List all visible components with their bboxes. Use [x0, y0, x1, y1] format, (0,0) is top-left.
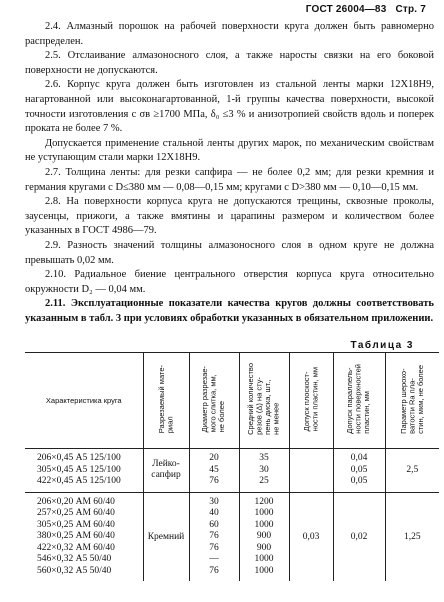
- paragraph-2-6: 2.6. Корпус круга должен быть изготовлен из стальной ленты марки 12Х18Н9, нагартованной или высоконагартованной, 1-й группы качества поверхности, высокой точности изготовления с σв ≥1700 МПа, δ₀ ≤3 % и анизотропией свойств вдоль и поперек проката не более 7 %.: [25, 79, 434, 135]
- paragraph-2-6-note: Допускается применение стальной ленты других марок, по механическим свойствам не уступающим стали марки 12Х18Н9.: [25, 137, 434, 164]
- parallelism-cell: 0,02: [333, 492, 385, 581]
- material-cell: Лейко- сапфир: [143, 449, 189, 493]
- paragraph-2-4: 2.4. Алмазный порошок на рабочей поверхности круга должен быть равномерно распределен.: [25, 21, 434, 47]
- spec-table: [25, 352, 439, 581]
- spec-list: 206×0,45 А5 125/100 305×0,45 А5 125/100 422×0,45 А5 125/100: [37, 453, 121, 486]
- cuts-cell: 1200 1000 1000 900 900 1000 1000: [239, 492, 289, 581]
- page-number: Стр. 7: [395, 4, 426, 15]
- page-header: [300, 4, 426, 15]
- table-row-silicon: [25, 492, 439, 581]
- roughness-cell: 1,25: [385, 492, 439, 581]
- col-header-diameter: Диаметр разрезае- мого слитка, мм, не более: [189, 353, 239, 449]
- col-header-roughness: Параметр шерохо- ватости Ra пла- стин, мкм, не более: [385, 353, 439, 449]
- col-header-material: Разрезаемый мате- риал: [143, 353, 189, 449]
- spec-cell: [25, 449, 143, 493]
- material-cell: Кремний: [143, 492, 189, 581]
- spec-cell: 206×0,20 АМ 60/40 257×0,25 АМ 60/40 305×0,25 АМ 60/40 380×0,25 АМ 60/40 422×0,32 АМ 60/40 546×0,32 А5 50/40 560×0,32 А5 50/40: [37, 496, 115, 576]
- table-label: Таблица 3: [350, 340, 414, 351]
- paragraph-2-11: 2.11. Эксплуатационные показатели качества кругов должны соответствовать указанным в табл. 3 при условиях обработки указанных в обязательном приложении.: [25, 298, 434, 324]
- flatness-cell: 0,03: [289, 492, 333, 581]
- paragraph-2-9: 2.9. Разность значений толщины алмазоносного слоя в одном круге не должна превышать 0,02 мм.: [25, 239, 434, 266]
- diameter-cell: 20 45 76: [189, 449, 239, 493]
- col-header-flatness: Допуск плоскост- ности пластин, мм: [289, 353, 333, 449]
- body-text: [25, 20, 434, 326]
- standard-number: ГОСТ 26004—83: [305, 4, 387, 15]
- table-row-sapphire: [25, 449, 439, 493]
- col-header-cuts: Средний количество резов (Δ) на сту- пень диска, шт., не менее: [239, 353, 289, 449]
- parallelism-cell: 0,04 0,05 0,05: [333, 449, 385, 493]
- col-header-parallelism: Допуск параллель- ности поверхностей пластин, мм: [333, 353, 385, 449]
- roughness-cell: 2,5: [385, 449, 439, 493]
- paragraph-2-8: 2.8. На поверхности корпуса круга не допускаются трещины, сквозные проколы, заусенцы, прижоги, а также вмятины и царапины размером и количеством более указанных в ГОСТ 4986—79.: [25, 196, 434, 237]
- flatness-cell: [289, 449, 333, 493]
- diameter-cell: 30 40 60 76 76 — 76: [189, 492, 239, 581]
- cuts-cell: 35 30 25: [239, 449, 289, 493]
- col-header-spec: Характеристика круга: [25, 353, 143, 449]
- table-header-row: [25, 353, 439, 449]
- paragraph-2-10: 2.10. Радиальное биение центрального отверстия корпуса круга относительно окружности D₂ — 0,04 мм.: [25, 269, 434, 295]
- paragraph-2-7: 2.7. Толщина ленты: для резки сапфира — не более 0,2 мм; для резки кремния и германия кругами с D≤380 мм — 0,08—0,15 мм; кругами с D>380 мм — 0,10—0,15 мм.: [25, 166, 434, 193]
- paragraph-2-5: 2.5. Отслаивание алмазоносного слоя, а также наросты связки на его боковой поверхности не допускаются.: [25, 50, 434, 76]
